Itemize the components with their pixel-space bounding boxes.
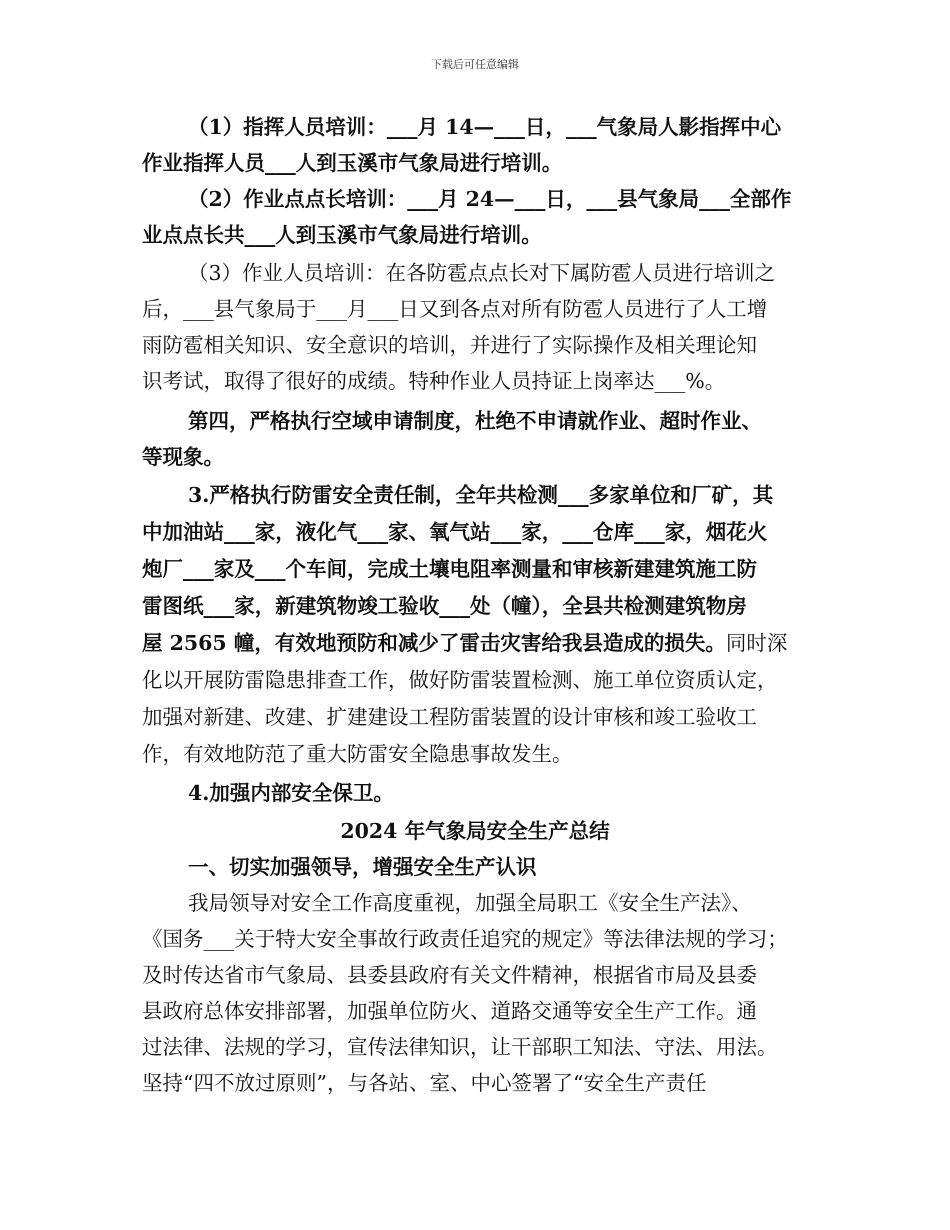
paragraph-line: （2）作业点点长培训：___月 24—___日，___县气象局___全部作 (188, 187, 792, 211)
bold-run: 屋 2565 幢，有效地预防和减少了雷击灾害给我县造成的损失。 (142, 631, 726, 655)
section-title: 2024 年气象局安全生产总结 (340, 819, 610, 843)
paragraph-line: 化以开展防雷隐患排查工作，做好防雷装置检测、施工单位资质认定， (142, 668, 778, 692)
paragraph-line (142, 628, 787, 658)
paragraph-line: 第四，严格执行空域申请制度，杜绝不申请就作业、超时作业、 (188, 409, 762, 433)
paragraph-line: 雷图纸___家，新建筑物竣工验收___处（幢），全县共检测建筑物房 (142, 594, 747, 618)
paragraph-line: 过法律、法规的学习，宣传法律知识，让干部职工知法、守法、用法。 (142, 1035, 778, 1059)
paragraph-line: 县政府总体安排部署，加强单位防火、道路交通等安全生产工作。通 (142, 999, 757, 1023)
paragraph-line: 业点点长共___人到玉溪市气象局进行培训。 (142, 223, 542, 247)
paragraph-line: （3）作业人员培训：在各防雹点点长对下属防雹人员进行培训之 (188, 261, 776, 285)
paragraph-line: 后，___县气象局于___月___日又到各点对所有防雹人员进行了人工增 (142, 297, 768, 321)
paragraph-line: 《国务___关于特大安全事故行政责任追究的规定》等法律法规的学习； (142, 927, 788, 951)
paragraph-line: 坚持“四不放过原则”，与各站、室、中心签署了“安全生产责任 (142, 1071, 707, 1095)
paragraph-line: 识考试，取得了很好的成绩。特种作业人员持证上岗率达___%。 (142, 369, 726, 393)
paragraph-line: （1）指挥人员培训：___月 14—___日，___气象局人影指挥中心 (188, 115, 782, 139)
paragraph-line: 3.严格执行防雷安全责任制，全年共检测___多家单位和厂矿，其 (188, 483, 774, 507)
normal-run: 同时深 (725, 631, 788, 655)
paragraph-line: 我局领导对安全工作高度重视，加强全局职工《安全生产法》、 (188, 891, 752, 915)
paragraph-line: 加强对新建、改建、扩建建设工程防雷装置的设计审核和竣工验收工 (142, 705, 757, 729)
paragraph-line: 雨防雹相关知识、安全意识的培训，并进行了实际操作及相关理论知 (142, 333, 757, 357)
paragraph-line: 中加油站___家，液化气___家、氧气站___家，___仓库___家，烟花火 (142, 520, 768, 544)
paragraph-line: 炮厂___家及___个车间，完成土壤电阻率测量和审核新建建筑施工防 (142, 557, 757, 581)
paragraph-line: 作业指挥人员___人到玉溪市气象局进行培训。 (142, 151, 563, 175)
paragraph-line: 等现象。 (142, 445, 224, 469)
paragraph-line: 4.加强内部安全保卫。 (188, 781, 394, 805)
page-header: 下载后可任意编辑 (431, 58, 519, 71)
paragraph-line: 作，有效地防范了重大防雷安全隐患事故发生。 (142, 742, 573, 766)
section-heading: 一、切实加强领导，增强安全生产认识 (188, 855, 537, 879)
paragraph-line: 及时传达省市气象局、县委县政府有关文件精神，根据省市局及县委 (142, 963, 757, 987)
